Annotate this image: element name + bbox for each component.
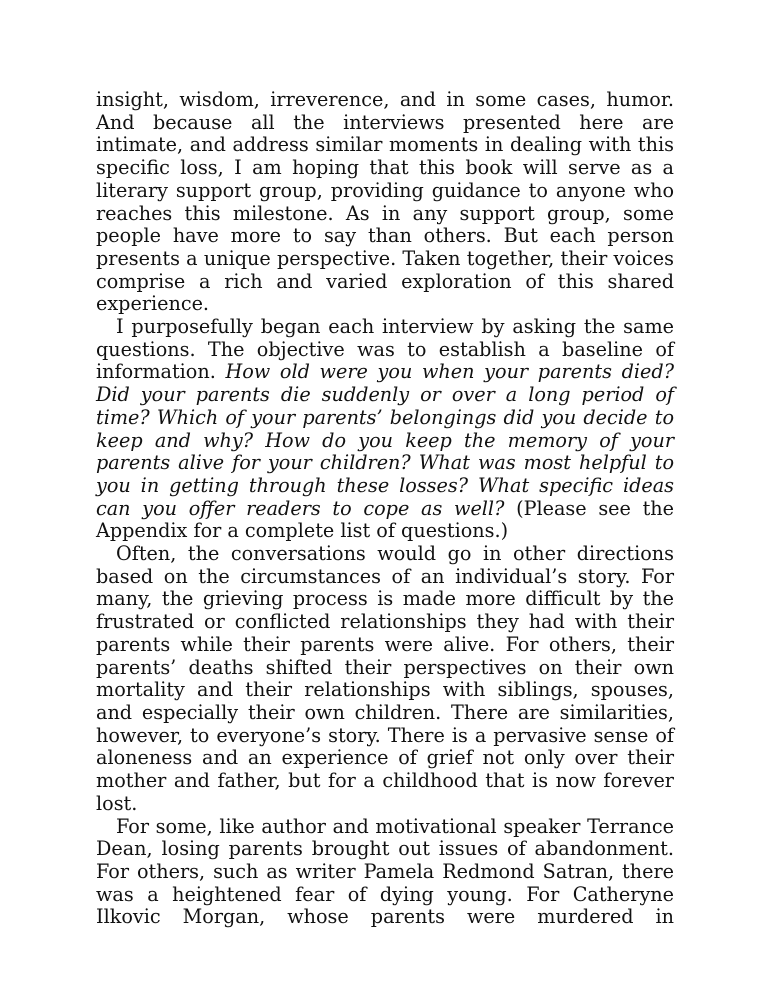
paragraph-1 [96,89,674,316]
paragraph-4 [96,816,674,930]
paragraph-2-appendix-note: (Please see the Appendix for a complete list of questions.) [96,496,675,543]
paragraph-4-text: For some, like author and motivational speaker Terrance Dean, losing parents brought out issues of abandonment. For others, such as writer Pamela Redmond Satran, there was a heightened fear of dying young. For Catheryne Ilkovic Morgan, whose parents were murdered in [96,814,674,929]
paragraph-3 [96,543,674,815]
page-body [96,89,674,929]
paragraph-1-text: insight, wisdom, irreverence, and in some cases, humor. And because all the interviews presented here are intimate, and address similar moments in dealing with this specific loss, I am hoping that this book will serve as a literary support group, providing guidance to anyone who reaches this milestone. As in any support group, some people have more to say than others. But each person presents a unique perspective. Taken together, their voices comprise a rich and varied exploration of this shared experience. [96,88,674,316]
paragraph-2-text: I purposefully began each interview by asking the same questions. The objective was to establish a baseline of information. [96,315,674,384]
paragraph-3-text: Often, the conversations would go in other directions based on the circumstances of an individual’s story. For many, the grieving process is made more difficult by the frustrated or conflicted relationships they had with their parents while their parents were alive. For others, their parents’ deaths shifted their perspectives on their own mortality and their relationships with siblings, spouses, and especially their own children. There are similarities, however, to everyone’s story. There is a pervasive sense of aloneness and an experience of grief not only over their mother and father, but for a childhood that is now forever lost. [96,542,674,815]
paragraph-2-italic-questions: How old were you when your parents died? Did your parents die suddenly or over a long period of time? Which of your parents’ belongings did you decide to keep and why? How do you keep the memory of your parents alive for your children? What was most helpful to you in getting through these losses? What specific ideas can you offer readers to cope as well? [96,360,674,520]
paragraph-2 [96,316,674,543]
